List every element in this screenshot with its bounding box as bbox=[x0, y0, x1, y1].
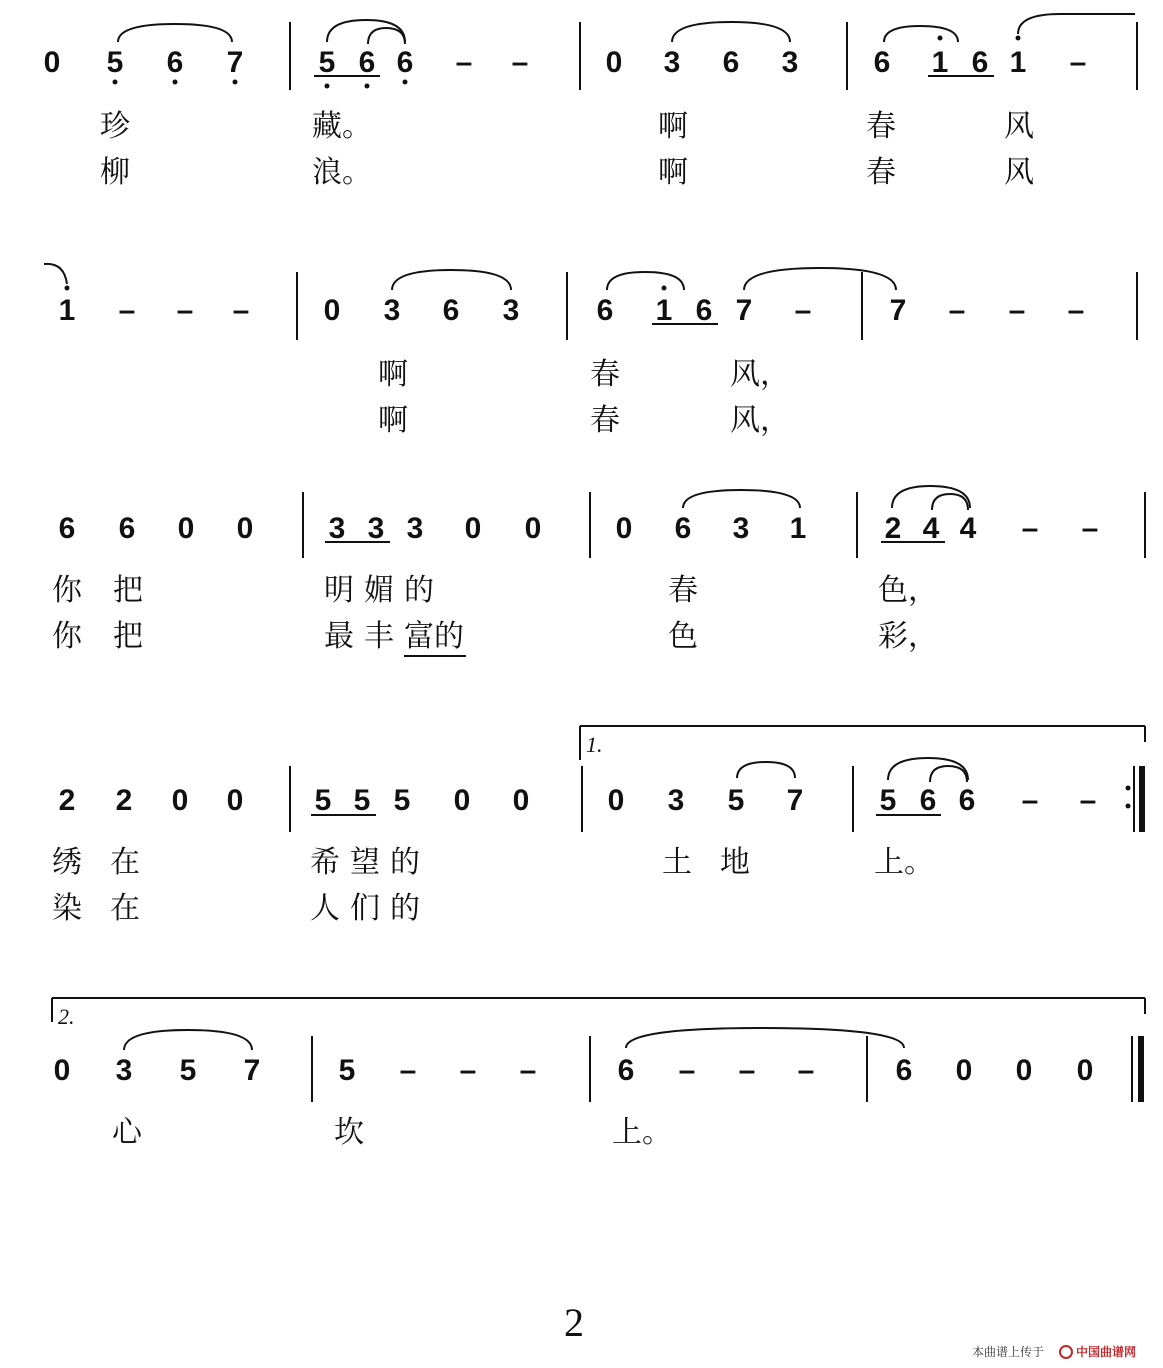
note: 4 bbox=[959, 512, 977, 545]
lyric: 啊 bbox=[378, 357, 408, 392]
note: 4 bbox=[922, 512, 940, 545]
dash: – bbox=[399, 1054, 417, 1087]
dash: – bbox=[1081, 512, 1099, 545]
dash: – bbox=[511, 46, 529, 79]
system-1 bbox=[44, 14, 1137, 190]
note: 5 bbox=[338, 1054, 356, 1087]
note: 1 bbox=[58, 294, 76, 327]
lyric: 绣 bbox=[52, 845, 82, 880]
high-octave-dot bbox=[938, 36, 943, 41]
note: 0 bbox=[615, 512, 633, 545]
note: 5 bbox=[318, 46, 336, 79]
note: 6 bbox=[674, 512, 692, 545]
lyric: 啊 bbox=[658, 109, 688, 144]
note: 7 bbox=[735, 294, 753, 327]
note: 5 bbox=[314, 784, 332, 817]
note: 5 bbox=[727, 784, 745, 817]
note: 3 bbox=[663, 46, 681, 79]
lyric: 丰 bbox=[364, 619, 394, 654]
low-octave-dot bbox=[365, 84, 370, 89]
note: 6 bbox=[919, 784, 937, 817]
note: 6 bbox=[895, 1054, 913, 1087]
slur bbox=[737, 762, 795, 778]
dash: – bbox=[1067, 294, 1085, 327]
note: 0 bbox=[607, 784, 625, 817]
lyric: 的 bbox=[390, 891, 420, 926]
note: 5 bbox=[106, 46, 124, 79]
note: 6 bbox=[118, 512, 136, 545]
volta-2-label: 2. bbox=[58, 1004, 75, 1029]
note: 0 bbox=[43, 46, 61, 79]
slur bbox=[368, 28, 405, 44]
lyric: 心 bbox=[112, 1115, 142, 1150]
high-octave-dot bbox=[1016, 36, 1021, 41]
repeat-dot bbox=[1126, 786, 1131, 791]
lyric: 你 bbox=[52, 619, 82, 654]
lyric: 啊 bbox=[658, 155, 688, 190]
slur bbox=[124, 1030, 252, 1050]
system-4 bbox=[52, 726, 1145, 926]
dash: – bbox=[678, 1054, 696, 1087]
lyric: 你 bbox=[52, 573, 82, 608]
lyric: 柳 bbox=[100, 155, 130, 190]
slur bbox=[932, 494, 968, 510]
note: 0 bbox=[955, 1054, 973, 1087]
lyric: 珍 bbox=[100, 109, 130, 144]
lyric: 春 bbox=[866, 155, 896, 190]
note: 3 bbox=[406, 512, 424, 545]
dash: – bbox=[232, 294, 250, 327]
note: 3 bbox=[367, 512, 385, 545]
note: 0 bbox=[524, 512, 542, 545]
note: 3 bbox=[781, 46, 799, 79]
note: 6 bbox=[722, 46, 740, 79]
note: 1 bbox=[1009, 46, 1027, 79]
note: 6 bbox=[958, 784, 976, 817]
note: 0 bbox=[171, 784, 189, 817]
system-5 bbox=[52, 998, 1145, 1150]
tie-start bbox=[1018, 14, 1135, 34]
low-octave-dot bbox=[233, 80, 238, 85]
dash: – bbox=[1079, 784, 1097, 817]
dash: – bbox=[118, 294, 136, 327]
note: 2 bbox=[58, 784, 76, 817]
low-octave-dot bbox=[113, 80, 118, 85]
dash: – bbox=[1069, 46, 1087, 79]
note: 0 bbox=[236, 512, 254, 545]
lyric: 人 bbox=[310, 891, 340, 926]
low-octave-dot bbox=[403, 80, 408, 85]
lyric: 的 bbox=[434, 619, 464, 654]
note: 6 bbox=[695, 294, 713, 327]
dash: – bbox=[948, 294, 966, 327]
lyric: 色， bbox=[878, 573, 938, 608]
tie bbox=[626, 1028, 904, 1048]
lyric: 望 bbox=[350, 845, 380, 880]
note: 5 bbox=[353, 784, 371, 817]
dash: – bbox=[176, 294, 194, 327]
note: 3 bbox=[383, 294, 401, 327]
lyric: 的 bbox=[404, 573, 434, 608]
dash: – bbox=[794, 294, 812, 327]
tie-end bbox=[44, 264, 67, 284]
note: 0 bbox=[53, 1054, 71, 1087]
note: 7 bbox=[226, 46, 244, 79]
dash: – bbox=[519, 1054, 537, 1087]
note: 6 bbox=[971, 46, 989, 79]
lyric: 春 bbox=[866, 109, 896, 144]
volta-1-label: 1. bbox=[586, 732, 603, 757]
note: 3 bbox=[328, 512, 346, 545]
note: 6 bbox=[442, 294, 460, 327]
lyric: 把 bbox=[113, 619, 143, 654]
lyric: 们 bbox=[350, 891, 380, 926]
footer-watermark bbox=[972, 1344, 1136, 1359]
lyric: 富 bbox=[404, 619, 434, 654]
lyric: 彩， bbox=[878, 619, 938, 654]
note: 7 bbox=[889, 294, 907, 327]
lyric: 春 bbox=[590, 403, 620, 438]
note: 6 bbox=[396, 46, 414, 79]
note: 5 bbox=[879, 784, 897, 817]
note: 5 bbox=[393, 784, 411, 817]
dash: – bbox=[459, 1054, 477, 1087]
note: 1 bbox=[789, 512, 807, 545]
dash: – bbox=[797, 1054, 815, 1087]
note: 6 bbox=[873, 46, 891, 79]
lyric: 染 bbox=[52, 891, 82, 926]
dash: – bbox=[738, 1054, 756, 1087]
lyric: 上。 bbox=[874, 845, 934, 880]
slur bbox=[683, 490, 800, 508]
lyric: 土 bbox=[662, 845, 692, 880]
note: 0 bbox=[464, 512, 482, 545]
slur bbox=[327, 20, 405, 42]
note: 2 bbox=[115, 784, 133, 817]
slur bbox=[392, 270, 511, 290]
note: 6 bbox=[58, 512, 76, 545]
note: 6 bbox=[596, 294, 614, 327]
lyric: 在 bbox=[110, 845, 140, 880]
lyric: 色 bbox=[668, 619, 698, 654]
dash: – bbox=[1021, 784, 1039, 817]
lyric: 地 bbox=[720, 845, 750, 880]
note: 5 bbox=[179, 1054, 197, 1087]
low-octave-dot bbox=[325, 84, 330, 89]
page-number: 2 bbox=[564, 1300, 584, 1345]
note: 3 bbox=[732, 512, 750, 545]
slur bbox=[118, 24, 232, 42]
footer-brand: 中国曲谱网 bbox=[1076, 1345, 1137, 1359]
lyric: 希 bbox=[310, 845, 340, 880]
note: 6 bbox=[166, 46, 184, 79]
note: 0 bbox=[226, 784, 244, 817]
slur bbox=[892, 486, 970, 508]
lyric: 春 bbox=[590, 357, 620, 392]
low-octave-dot bbox=[173, 80, 178, 85]
note: 3 bbox=[115, 1054, 133, 1087]
high-octave-dot bbox=[662, 286, 667, 291]
note: 0 bbox=[453, 784, 471, 817]
lyric: 坎 bbox=[334, 1115, 364, 1150]
dash: – bbox=[1021, 512, 1039, 545]
slur bbox=[930, 766, 967, 782]
lyric: 风， bbox=[730, 403, 790, 438]
slur bbox=[888, 758, 968, 780]
note: 0 bbox=[512, 784, 530, 817]
lyric: 风 bbox=[1004, 109, 1034, 144]
dash: – bbox=[455, 46, 473, 79]
lyric: 最 bbox=[324, 619, 354, 654]
lyric: 风， bbox=[730, 357, 790, 392]
note: 0 bbox=[177, 512, 195, 545]
note: 3 bbox=[502, 294, 520, 327]
slur bbox=[607, 272, 684, 290]
lyric: 春 bbox=[668, 573, 698, 608]
slur bbox=[672, 22, 790, 42]
note: 3 bbox=[667, 784, 685, 817]
dash: – bbox=[1008, 294, 1026, 327]
lyric: 浪。 bbox=[312, 155, 372, 190]
lyric: 风 bbox=[1004, 155, 1034, 190]
note: 6 bbox=[358, 46, 376, 79]
lyric: 藏。 bbox=[312, 109, 372, 144]
lyric: 把 bbox=[113, 573, 143, 608]
repeat-dot bbox=[1126, 804, 1131, 809]
system-2 bbox=[44, 264, 1137, 438]
note: 0 bbox=[1015, 1054, 1033, 1087]
lyric: 明 bbox=[324, 573, 354, 608]
note: 1 bbox=[931, 46, 949, 79]
note: 1 bbox=[655, 294, 673, 327]
site-logo-icon bbox=[1060, 1346, 1072, 1358]
note: 7 bbox=[243, 1054, 261, 1087]
note: 6 bbox=[617, 1054, 635, 1087]
note: 2 bbox=[884, 512, 902, 545]
system-3 bbox=[52, 486, 1145, 656]
tie bbox=[744, 268, 896, 290]
note: 0 bbox=[605, 46, 623, 79]
lyric: 上。 bbox=[612, 1115, 672, 1150]
note: 0 bbox=[1076, 1054, 1094, 1087]
high-octave-dot bbox=[65, 286, 70, 291]
lyric: 啊 bbox=[378, 403, 408, 438]
lyric: 的 bbox=[390, 845, 420, 880]
note: 7 bbox=[786, 784, 804, 817]
footer-text: 本曲谱上传于 bbox=[972, 1345, 1045, 1359]
lyric: 媚 bbox=[364, 573, 394, 608]
slur bbox=[884, 26, 958, 42]
note: 0 bbox=[323, 294, 341, 327]
lyric: 在 bbox=[110, 891, 140, 926]
